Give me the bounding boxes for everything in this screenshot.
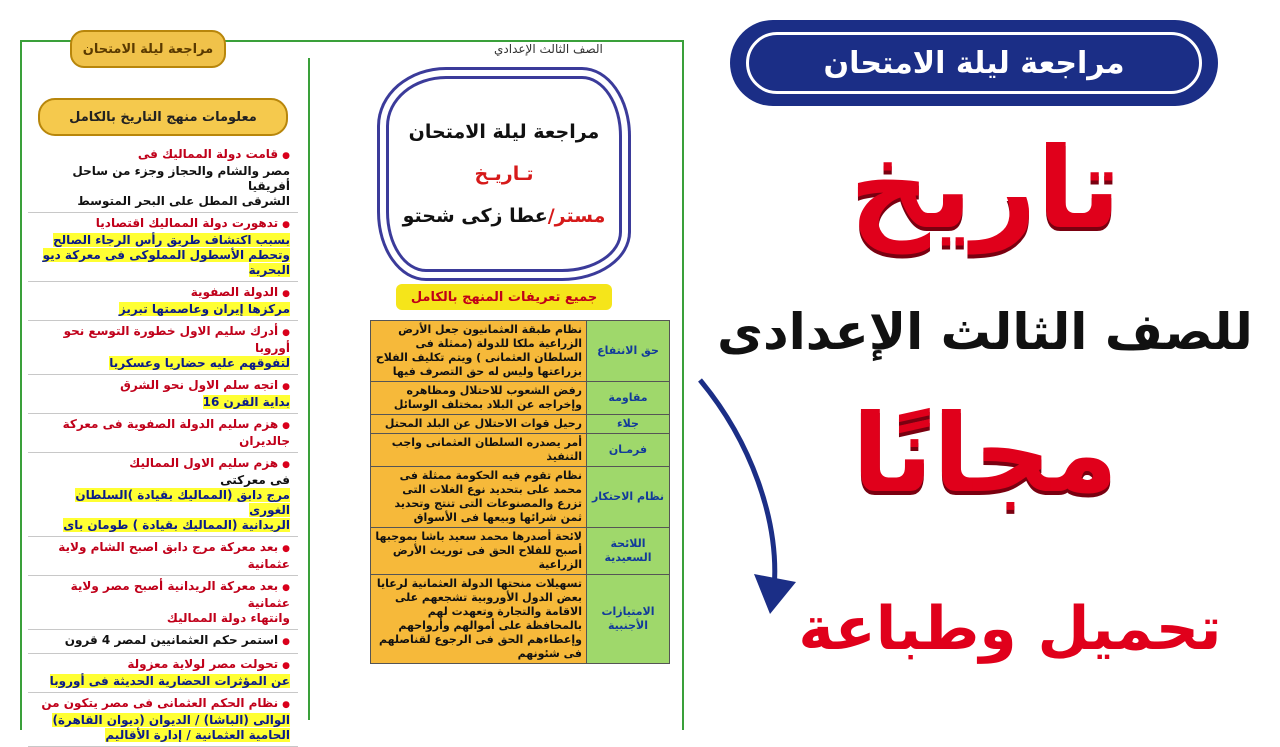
list-item-line [32, 356, 290, 371]
definitions-table [370, 320, 670, 664]
list-item-line [32, 147, 290, 164]
table-row [371, 415, 670, 434]
curved-arrow-icon [690, 360, 830, 620]
list-item-text: نظام الحكم العثمانى فى مصر يتكون من [41, 696, 279, 710]
list-item-text: بسبب اكتشاف طريق رأس الرجاء الصالح [53, 233, 290, 247]
bullet-icon: ● [282, 637, 290, 647]
list-item [28, 693, 298, 747]
table-row [371, 321, 670, 382]
list-item-text: الشرقى المطل على البحر المتوسط [77, 194, 290, 208]
teacher-name: عطا زكى شحتو [402, 205, 548, 227]
list-item-text: عن المؤثرات الحضارية الحديثة فى أوروبا [49, 674, 290, 688]
list-item-text: مركزها إيران وعاصمتها تبريز [118, 302, 290, 316]
facts-column [28, 88, 298, 747]
list-item-text: الحامية العثمانية / إدارة الأقاليم [105, 728, 290, 742]
list-item-text: لتفوقهم عليه حضاريا وعسكريا [109, 356, 290, 370]
list-item-line [32, 194, 290, 209]
definition-term: فرمـان [587, 434, 670, 467]
definition-term: الامتيازات الأجنبية [587, 575, 670, 664]
list-item-line [32, 248, 290, 263]
list-item-line [32, 378, 290, 395]
bullet-icon: ● [282, 583, 290, 593]
list-item-line [32, 302, 290, 317]
list-item [28, 213, 298, 282]
list-item-text: وتحطم الأسطول المملوكى فى معركة ديو [42, 248, 290, 262]
list-item-line [32, 216, 290, 233]
list-item [28, 321, 298, 375]
list-item-line [32, 164, 290, 194]
definition-text: نظام طبقة العثمانيون جعل الأرض الزراعية ملكا للدولة (ممثلة فى السلطان العثمانى ) ويتم تكليف الفلاح بزراعتها وليس له حق التصرف فيها [371, 321, 587, 382]
list-item-line [32, 233, 290, 248]
list-item-text: استمر حكم العثمانيين لمصر 4 قرون [64, 633, 279, 647]
bullet-icon: ● [282, 151, 290, 161]
bullet-icon: ● [282, 544, 290, 554]
bullet-icon: ● [282, 220, 290, 230]
table-row [371, 575, 670, 664]
cloud-teacher [389, 205, 619, 227]
facts-list [28, 144, 298, 747]
definition-text: أمر يصدره السلطان العثمانى واجب التنفيذ [371, 434, 587, 467]
list-item [28, 144, 298, 213]
list-item-line [32, 456, 290, 473]
cloud-subject: تـاريـخ [474, 163, 534, 185]
list-item-line [32, 674, 290, 689]
list-item-text: جالديران [239, 434, 290, 448]
table-row [371, 434, 670, 467]
cloud-title: مراجعة ليلة الامتحان [408, 121, 600, 143]
document-tab-label: مراجعة ليلة الامتحان [70, 30, 226, 68]
list-item-text: بعد معركة الريدانية أصبح مصر ولاية عثمانية [70, 579, 290, 610]
list-item-text: عثمانية [247, 557, 290, 571]
list-item-line [32, 285, 290, 302]
list-item-text: الدولة الصفوية [190, 285, 279, 299]
bullet-icon: ● [282, 382, 290, 392]
list-item-text: قامت دولة المماليك فى [137, 147, 279, 161]
list-item-text: فى معركتى [220, 473, 290, 487]
list-item [28, 375, 298, 414]
definition-term: نظام الاحتكار [587, 467, 670, 528]
list-item-line [32, 633, 290, 650]
column-divider [308, 58, 310, 720]
title-cloud [386, 76, 622, 272]
list-item-text: تحولت مصر لولاية معزولة [127, 657, 279, 671]
definition-term: جلاء [587, 415, 670, 434]
bullet-icon: ● [282, 460, 290, 470]
list-item-line [32, 263, 290, 278]
review-badge [730, 20, 1218, 106]
list-item-text: الغورى [249, 503, 290, 517]
bullet-icon: ● [282, 289, 290, 299]
review-badge-label: مراجعة ليلة الامتحان [746, 32, 1202, 94]
definitions-title: جميع تعريفات المنهج بالكامل [396, 284, 612, 310]
list-item-text: الريدانية (المماليك بقيادة ) طومان باى [63, 518, 290, 532]
list-item-line [32, 611, 290, 626]
definition-text: لائحة أصدرها محمد سعيد باشا بموجبها أصبح للفلاح الحق فى توريث الأرض الزراعية [371, 528, 587, 575]
list-item-text: مصر والشام والحجاز وجزء من ساحل أفريقيا [72, 164, 290, 193]
list-item-text: اتجه سلم الاول نحو الشرق [120, 378, 279, 392]
list-item-text: بداية القرن 16 [202, 395, 290, 409]
list-item-line [32, 540, 290, 557]
list-item-line [32, 696, 290, 713]
center-column [316, 62, 676, 720]
table-row [371, 467, 670, 528]
definition-text: تسهيلات منحتها الدولة العثمانية لرعايا بعض الدول الأوروبية تشجعهم على الاقامة والتجارة وتعهدت لهم بالمحافظة على أموالهم وأرواحهم وإعطاءهم الحق فى الرجوع لقناصلهم فى شئونهم [371, 575, 587, 664]
list-item [28, 576, 298, 630]
list-item-line [32, 473, 290, 488]
list-item-line [32, 557, 290, 572]
document-grade: الصف الثالث الإعدادي [494, 42, 603, 56]
list-item-text: البحرية [248, 263, 290, 277]
list-item [28, 537, 298, 576]
bullet-icon: ● [282, 700, 290, 710]
list-item [28, 453, 298, 537]
list-item-line [32, 488, 290, 503]
list-item-text: هزم سليم الاول المماليك [129, 456, 279, 470]
definition-term: مقاومة [587, 382, 670, 415]
definition-term: اللائحة السعيدية [587, 528, 670, 575]
list-item-text: بعد معركة مرج دابق اصبح الشام ولاية [58, 540, 279, 554]
bullet-icon: ● [282, 661, 290, 671]
grade-title: للصف الثالث الإعدادى [717, 303, 1253, 361]
bullet-icon: ● [282, 328, 290, 338]
download-print-title: تحميل وطباعة [798, 594, 1222, 664]
list-item-line [32, 503, 290, 518]
list-item [28, 654, 298, 693]
facts-heading: معلومات منهج التاريخ بالكامل [38, 98, 288, 136]
list-item-line [32, 324, 290, 356]
list-item-text: أدرك سليم الاول خطورة التوسع نحو أوروبا [63, 324, 290, 355]
free-title: مجانًا [851, 392, 1119, 517]
list-item-line [32, 417, 290, 434]
subject-title: تاريخ [849, 124, 1121, 254]
list-item-text: وانتهاء دولة المماليك [166, 611, 290, 625]
list-item-text: مرج دابق (المماليك بقيادة )السلطان [75, 488, 290, 502]
list-item-line [32, 579, 290, 611]
list-item-text: الوالى (الباشا) / الديوان (ديوان القاهرة) [52, 713, 290, 727]
list-item [28, 282, 298, 321]
table-row [371, 382, 670, 415]
list-item-text: هزم سليم الدولة الصفوية فى معركة [62, 417, 279, 431]
list-item-line [32, 518, 290, 533]
teacher-prefix: مستر/ [547, 205, 606, 227]
bullet-icon: ● [282, 421, 290, 431]
list-item [28, 630, 298, 654]
list-item-text: تدهورت دولة المماليك اقتصاديا [95, 216, 279, 230]
list-item [28, 414, 298, 453]
list-item-line [32, 713, 290, 728]
list-item-line [32, 434, 290, 449]
table-row [371, 528, 670, 575]
definition-text: رفض الشعوب للاحتلال ومظاهره وإخراجه عن البلاد بمختلف الوسائل [371, 382, 587, 415]
list-item-line [32, 395, 290, 410]
definition-text: نظام تقوم فيه الحكومة ممثلة فى محمد على بتحديد نوع الغلات التى تزرع والمصنوعات التى تنتج وتحديد ثمن شرائها وبيعها فى الأسواق [371, 467, 587, 528]
definition-text: رحيل قوات الاحتلال عن البلد المحتل [371, 415, 587, 434]
list-item-line [32, 657, 290, 674]
list-item-line [32, 728, 290, 743]
definition-term: حق الانتفاع [587, 321, 670, 382]
